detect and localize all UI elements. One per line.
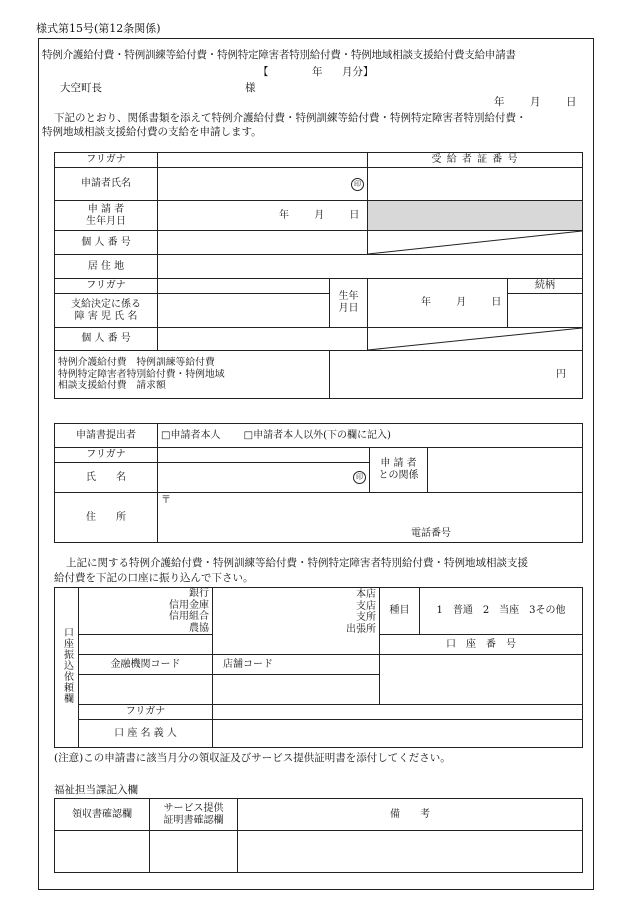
relation-to-applicant-field[interactable]	[428, 448, 583, 493]
phone-label: 電話番号	[411, 528, 451, 539]
option-other[interactable]: □申請者本人以外(下の欄に記入)	[243, 429, 391, 441]
furigana-field[interactable]	[158, 153, 368, 168]
relation-field[interactable]	[508, 294, 583, 328]
submitter-address-field[interactable]: 〒 電話番号	[158, 493, 583, 543]
transfer-intro-line-2: 給付費を下記の口座に振り込んで下さい。	[54, 572, 254, 584]
note: (注意)この申請書に該当月分の領収証及びサービス提供証明書を添付してください。	[54, 752, 451, 764]
submitter-options	[158, 424, 583, 448]
service-check-label: サービス提供 証明書確認欄	[150, 799, 238, 831]
bank-type-cell: 銀行 信用金庫 信用組合 農協	[79, 588, 213, 635]
child-furigana-field[interactable]	[158, 279, 330, 294]
child-diagonal-cell	[368, 328, 583, 351]
applicant-name-label: 申請者氏名	[55, 168, 158, 201]
submitter-name-field[interactable]	[158, 463, 370, 493]
relation-to-applicant-label: 申 請 者 との関係	[370, 448, 428, 493]
applicant-birth-label: 申 請 者 生年月日	[55, 201, 158, 231]
bank-type-spacer	[79, 635, 213, 655]
account-no-label: 口 座 番 号	[380, 635, 583, 655]
child-birth-label: 生年 月日	[330, 279, 368, 328]
bank-side-label: 口座振込依頼欄	[55, 588, 79, 748]
intro-line-2: 特例地域相談支援給付費の支給を申請します。	[42, 126, 262, 138]
child-name-field[interactable]	[158, 294, 330, 328]
date-day: 日	[566, 96, 577, 108]
diagonal-cell	[368, 231, 583, 255]
child-name-label: 支給決定に係る 障 害 児 氏 名	[55, 294, 158, 328]
holder-label: 口 座 名 義 人	[79, 720, 213, 748]
child-furigana-label: フリガナ	[55, 279, 158, 294]
shaded-cell	[368, 201, 583, 231]
account-no-field[interactable]	[380, 655, 583, 705]
applicant-name-field[interactable]	[158, 168, 368, 201]
applicant-table	[54, 152, 583, 399]
date-month: 月	[530, 96, 541, 108]
date-year: 年	[494, 96, 505, 108]
child-personal-no-field[interactable]	[158, 328, 368, 351]
applicant-birth-field[interactable]: 年 月 日	[158, 201, 368, 231]
transfer-intro-line-1: 上記に関する特例介護給付費・特例訓練等給付費・特例特定障害者特別給付費・特例地域相談支援	[66, 557, 528, 569]
seal-mark: 印	[351, 178, 364, 191]
submitter-seal: 印	[353, 471, 366, 484]
submitter-label: 申請書提出者	[55, 424, 158, 448]
claim-amount-field[interactable]: 円	[330, 351, 583, 399]
form-number: 様式第15号(第12条関係)	[36, 22, 161, 35]
account-type-options[interactable]: 1 普通 2 当座 3その他	[420, 588, 583, 635]
submitter-table	[54, 423, 583, 543]
personal-no-label: 個 人 番 号	[55, 231, 158, 255]
inst-code-field[interactable]	[79, 675, 213, 705]
service-check-field[interactable]	[150, 831, 238, 873]
branch-code-label: 店舗コード	[213, 655, 380, 675]
submitter-furigana-field[interactable]	[158, 448, 370, 463]
remarks-label: 備 考	[238, 799, 583, 831]
child-birth-field[interactable]: 年 月 日	[368, 279, 508, 328]
welfare-table	[54, 798, 583, 873]
cert-no-field[interactable]	[368, 168, 583, 201]
furigana-label: フリガナ	[55, 153, 158, 168]
child-personal-no-label: 個 人 番 号	[55, 328, 158, 351]
inst-code-label: 金融機関コード	[79, 655, 213, 675]
welfare-title: 福祉担当課記入欄	[54, 784, 138, 796]
address-label: 居 住 地	[55, 255, 158, 279]
period-year: 年	[312, 66, 323, 78]
branch-type-cell: 本店 支店 支所 出張所	[213, 588, 380, 655]
period-open: 【	[258, 66, 269, 78]
submitter-address-label: 住 所	[55, 493, 158, 543]
receipt-check-label: 領収書確認欄	[55, 799, 150, 831]
intro-line-1: 下記のとおり、関係書類を添えて特例介護給付費・特例訓練等給付費・特例特定障害者特別給付費・	[54, 112, 527, 124]
account-type-label: 種目	[380, 588, 420, 635]
addressee-sama: 様	[245, 82, 256, 94]
period-month: 月分】	[342, 66, 374, 78]
submitter-name-label: 氏 名	[55, 463, 158, 493]
addressee: 大空町長	[60, 82, 102, 94]
address-field[interactable]	[158, 255, 583, 279]
remarks-field[interactable]	[238, 831, 583, 873]
holder-field[interactable]	[213, 720, 583, 748]
personal-no-field[interactable]	[158, 231, 368, 255]
option-self[interactable]: □申請者本人	[161, 429, 221, 441]
receipt-check-field[interactable]	[55, 831, 150, 873]
claim-label: 特例介護給付費 特例訓練等給付費 特例特定障害者特別給付費・特例地域 相談支援給付費 請求額	[55, 351, 330, 399]
bank-table	[54, 587, 583, 748]
holder-furigana-field[interactable]	[213, 705, 583, 720]
branch-code-field[interactable]	[213, 675, 380, 705]
relation-label: 続柄	[508, 279, 583, 294]
form-title: 特例介護給付費・特例訓練等給付費・特例特定障害者特別給付費・特例地域相談支援給付費支給申請書	[42, 49, 516, 61]
cert-no-label: 受 給 者 証 番 号	[368, 153, 583, 168]
holder-furigana-label: フリガナ	[79, 705, 213, 720]
submitter-furigana-label: フリガナ	[55, 448, 158, 463]
